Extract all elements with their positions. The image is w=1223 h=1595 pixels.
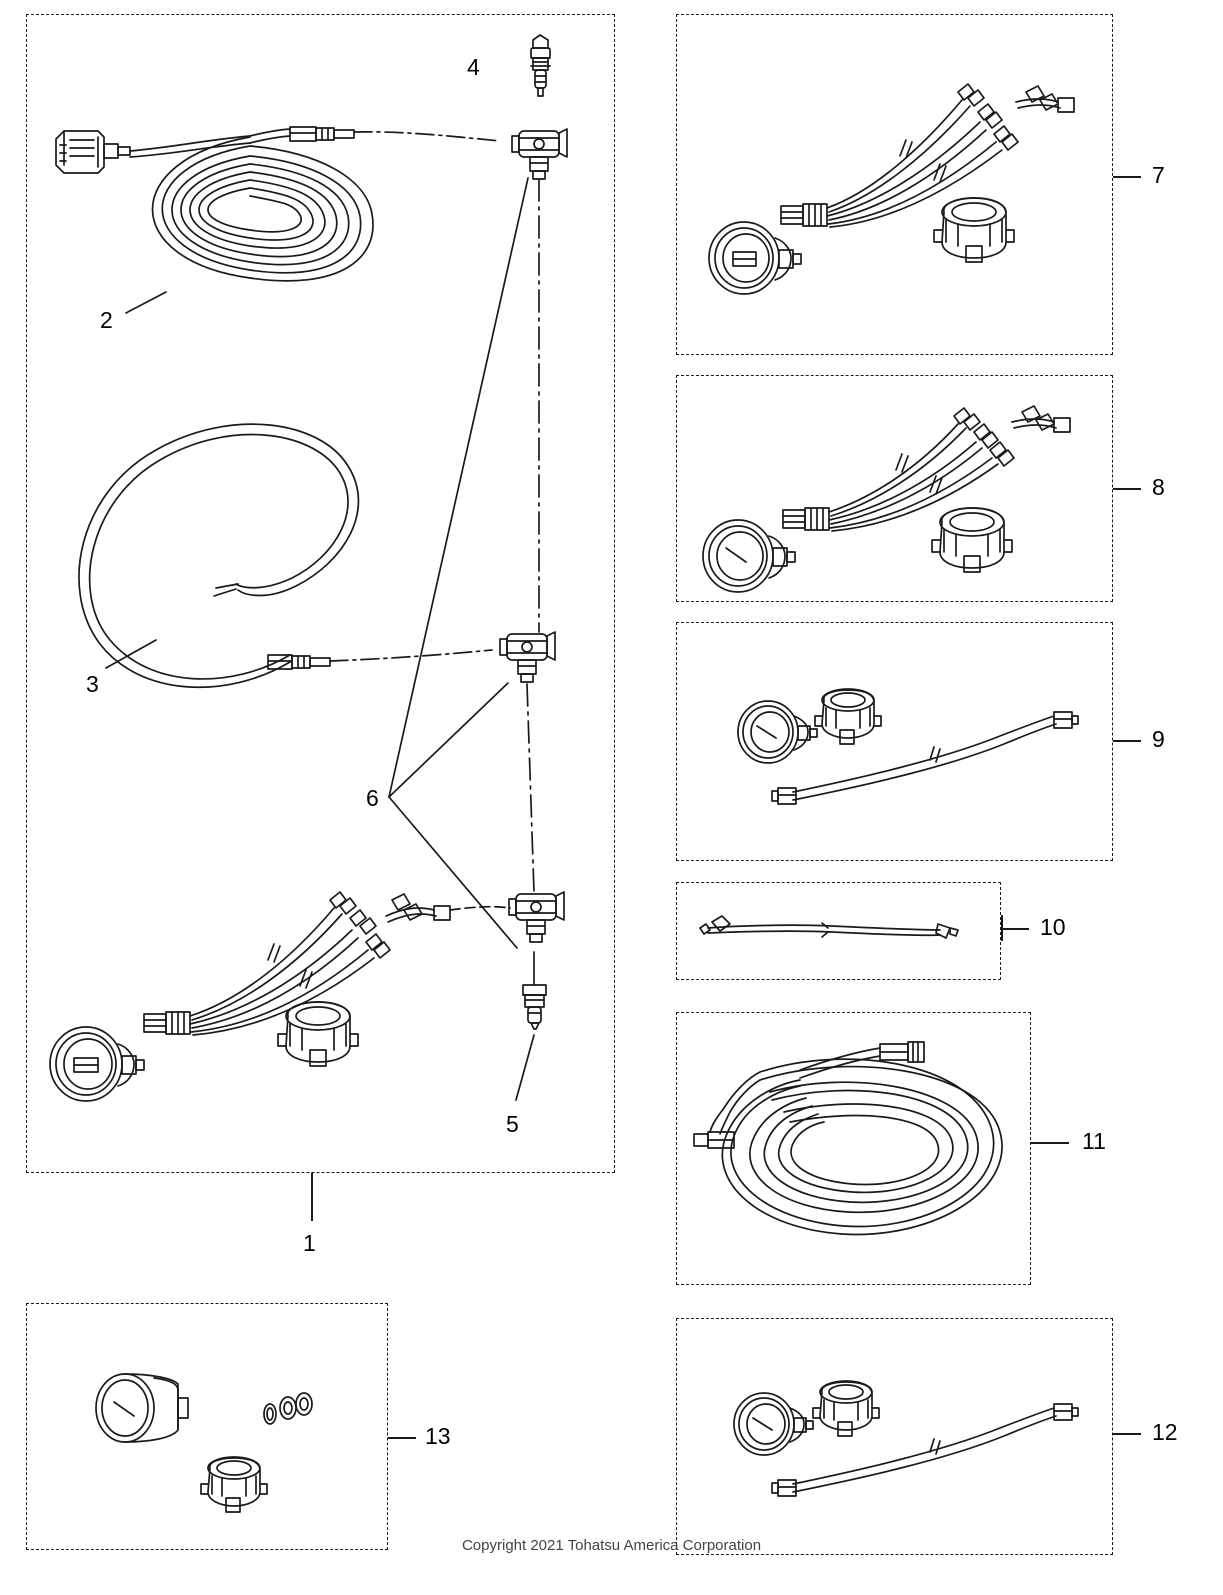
leader-9	[1113, 740, 1141, 742]
callout-8: 8	[1152, 474, 1165, 500]
group-box-7	[676, 14, 1113, 355]
callout-2: 2	[100, 307, 113, 333]
callout-12: 12	[1152, 1419, 1178, 1445]
callout-10: 10	[1040, 914, 1066, 940]
group-box-1	[26, 14, 615, 1173]
callout-5: 5	[506, 1111, 519, 1137]
callout-11: 11	[1082, 1128, 1106, 1154]
leader-8	[1113, 488, 1141, 490]
leader-10	[1001, 928, 1029, 930]
group-box-12	[676, 1318, 1113, 1555]
leader-12	[1113, 1433, 1141, 1435]
leader-11	[1031, 1142, 1069, 1144]
group-box-11	[676, 1012, 1031, 1285]
callout-3: 3	[86, 671, 99, 697]
callout-6: 6	[366, 785, 379, 811]
leader-1	[311, 1173, 313, 1221]
group-box-13	[26, 1303, 388, 1550]
callout-7: 7	[1152, 162, 1165, 188]
callout-1: 1	[303, 1230, 316, 1256]
group-box-9	[676, 622, 1113, 861]
copyright-notice: Copyright 2021 Tohatsu America Corporation	[461, 1537, 762, 1554]
group-box-10	[676, 882, 1001, 980]
callout-9: 9	[1152, 726, 1165, 752]
group-box-8	[676, 375, 1113, 602]
callout-4: 4	[467, 54, 480, 80]
leader-10-tick	[1001, 915, 1003, 941]
leader-7	[1113, 176, 1141, 178]
callout-13: 13	[425, 1423, 451, 1449]
leader-13	[388, 1437, 416, 1439]
